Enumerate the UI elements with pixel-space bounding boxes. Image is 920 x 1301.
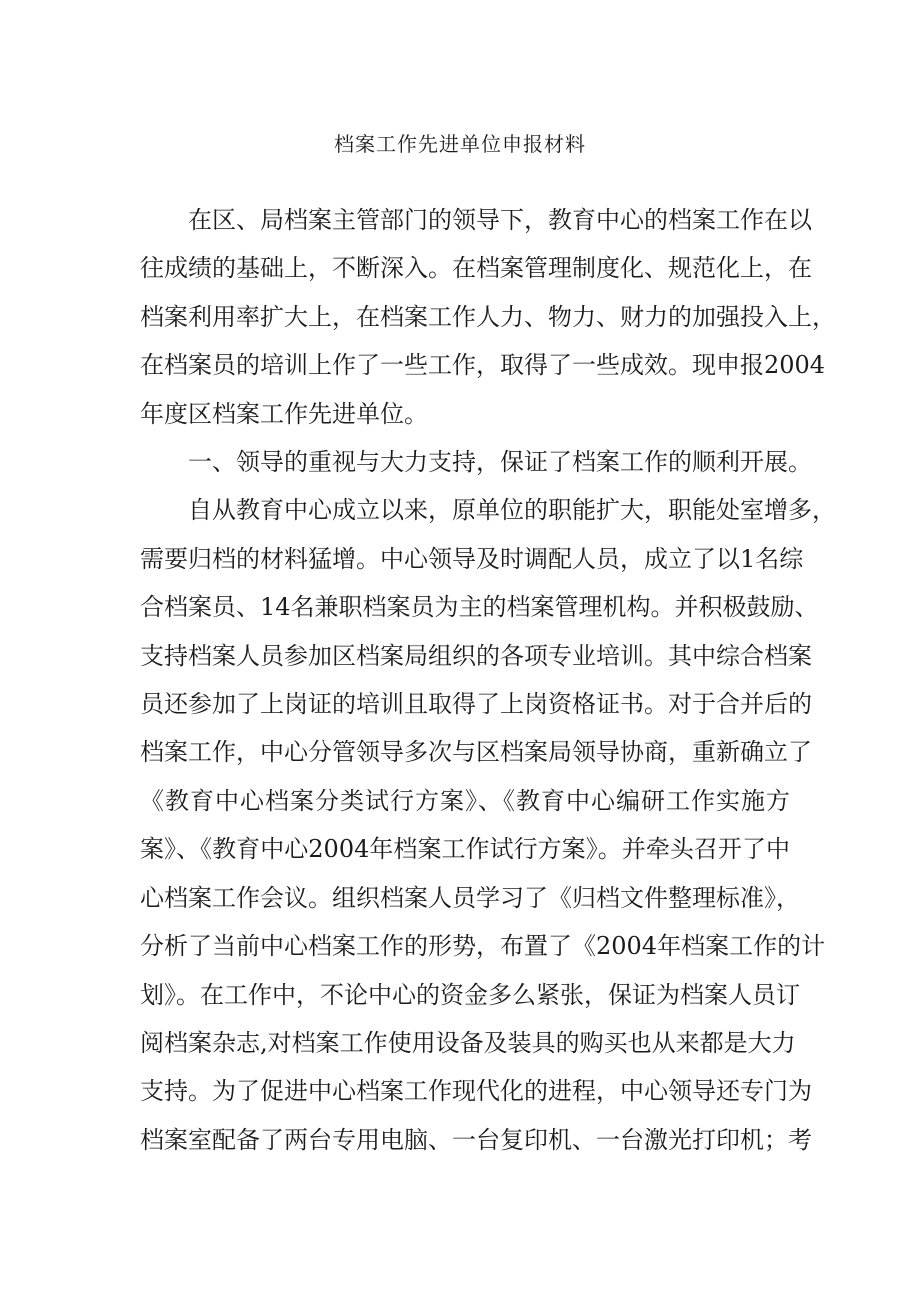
paragraph-3-line-9: 心档案工作会议。组织档案人员学习了《归档文件整理标准》， [140,883,800,912]
paragraph-1-line-3: 档案利用率扩大上，在档案工作人力、物力、财力的加强投入上， [140,302,836,331]
paragraph-3-line-8: 案》、《教育中心2004年档案工作试行方案》。并牵头召开了中 [140,835,790,864]
paragraph-1-line-4: 在档案员的培训上作了一些工作，取得了一些成效。现申报2004 [140,351,826,380]
document-title: 档案工作先进单位申报材料 [334,132,586,156]
section-heading-1: 一、领导的重视与大力支持，保证了档案工作的顺利开展。 [188,448,812,477]
paragraph-3-line-10: 分析了当前中心档案工作的形势，布置了《2004年档案工作的计 [140,932,826,961]
paragraph-3-line-3: 合档案员、14名兼职档案员为主的档案管理机构。并积极鼓励、 [140,593,819,622]
paragraph-3-line-5: 员还参加了上岗证的培训且取得了上岗资格证书。对于合并后的 [140,690,812,719]
document-body [140,196,836,1164]
paragraph-1-line-2: 往成绩的基础上，不断深入。在档案管理制度化、规范化上，在 [140,254,812,283]
paragraph-3-line-1: 自从教育中心成立以来，原单位的职能扩大，职能处室增多， [188,496,836,525]
paragraph-3-line-11: 划》。在工作中，不论中心的资金多么紧张，保证为档案人员订 [140,980,800,1009]
paragraph-3-line-4: 支持档案人员参加区档案局组织的各项专业培训。其中综合档案 [140,641,812,670]
paragraph-3-line-2: 需要归档的材料猛增。中心领导及时调配人员，成立了以1名综 [140,544,804,573]
paragraph-3-line-6: 档案工作，中心分管领导多次与区档案局领导协商，重新确立了 [140,738,812,767]
paragraph-3-line-13: 支持。为了促进中心档案工作现代化的进程，中心领导还专门为 [140,1077,812,1106]
paragraph-3-line-12: 阅档案杂志,对档案工作使用设备及装具的购买也从来都是大力 [140,1028,796,1057]
paragraph-3-line-14: 档案室配备了两台专用电脑、一台复印机、一台激光打印机；考 [140,1125,812,1154]
paragraph-3-line-7: 《教育中心档案分类试行方案》、《教育中心编研工作实施方 [140,786,790,815]
paragraph-1-line-1: 在区、局档案主管部门的领导下，教育中心的档案工作在以 [188,206,812,234]
paragraph-1-line-5: 年度区档案工作先进单位。 [140,399,428,428]
